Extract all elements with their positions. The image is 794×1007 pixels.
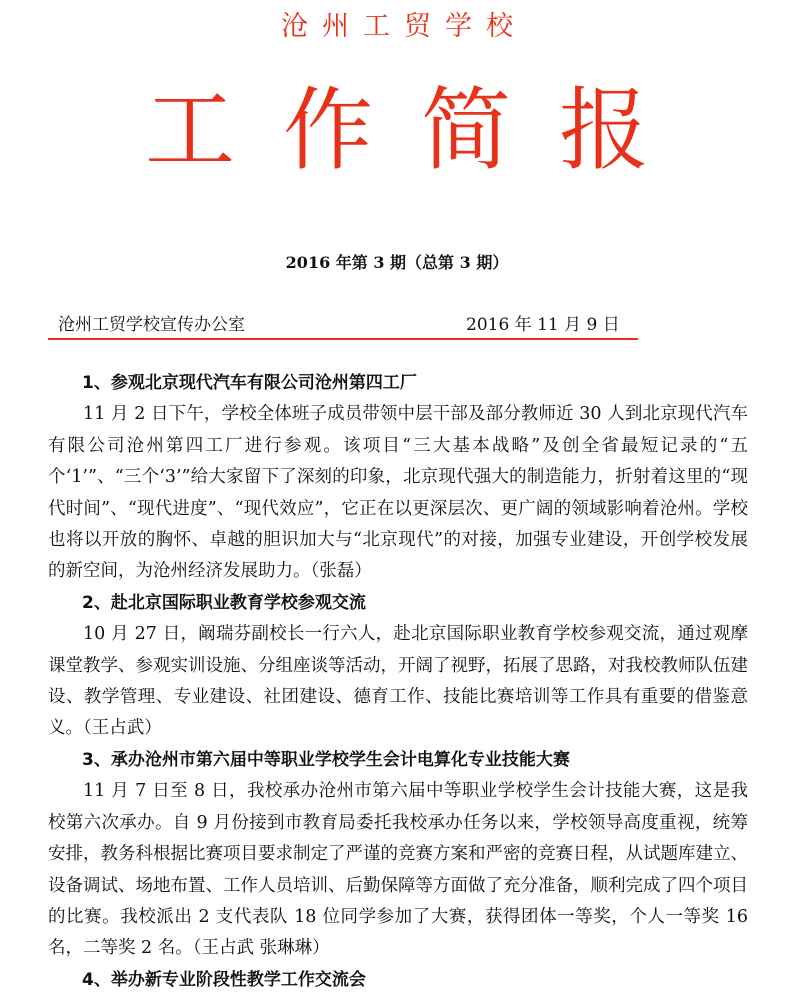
newsletter-title: 工作简报 (145, 78, 697, 183)
section-heading: 4、举办新专业阶段性教学工作交流会 (82, 969, 366, 990)
section-paragraph: 10 月 27 日，阚瑞芬副校长一行六人，赴北京国际职业教育学校参观交流，通过观摩课堂教学、参观实训设施、分组座谈等活动，开阔了视野，拓展了思路，对我校教师队伍建设、教学管理、专业建设、社团建设、德育工作、技能比赛培训等工作具有重要的借鉴意义。（王占武） (48, 624, 748, 739)
section-heading: 1、参观北京现代汽车有限公司沧州第四工厂 (82, 373, 417, 393)
issue-number: 2016 年第 3 期（总第 3 期） (285, 253, 509, 272)
section-heading: 3、承办沧州市第六届中等职业学校学生会计电算化专业技能大赛 (82, 749, 570, 770)
section-heading: 2、赴北京国际职业教育学校参观交流 (82, 592, 366, 613)
section-paragraph: 11 月 2 日下午，学校全体班子成员带领中层干部及部分教师近 30 人到北京现代汽车有限公司沧州第四工厂进行参观。该项目“三大基本战略”及创全省最短记录的“五个‘1’”、“三个‘3’”给大家留下了深刻的印象，北京现代强大的制造能力，折射着这里的“现代时间”、“现代进度”、“现代效应”，它正在以更深层次、更广阔的领域影响着沧州。学校也将以开放的胸怀、卓越的胆识加大与“北京现代”的对接，加强专业建设，开创学校发展的新空间，为沧州经济发展助力。（张磊） (48, 404, 748, 582)
school-name: 沧州工贸学校 (281, 11, 527, 42)
publisher-office: 沧州工贸学校宣传办公室 (58, 315, 245, 335)
newsletter-body (48, 368, 748, 996)
section-paragraph: 11 月 7 日至 8 日，我校承办沧州市第六届中等职业学校学生会计技能大赛，这是我校第六次承办。自 9 月份接到市教育局委托我校承办任务以来，学校领导高度重视，统筹安排，教务科根据比赛项目要求制定了严谨的竞赛方案和严密的竞赛日程，从试题库建立、设备调试、场地布置、工作人员培训、后勤保障等方面做了充分准备，顺利完成了四个项目的比赛。我校派出 2 支代表队 18 位同学参加了大赛，获得团体一等奖，个人一等奖 16 名，二等奖 2 名。（王占武 张琳琳） (48, 781, 748, 959)
header-divider (48, 338, 638, 340)
publish-date: 2016 年 11 月 9 日 (466, 315, 620, 335)
